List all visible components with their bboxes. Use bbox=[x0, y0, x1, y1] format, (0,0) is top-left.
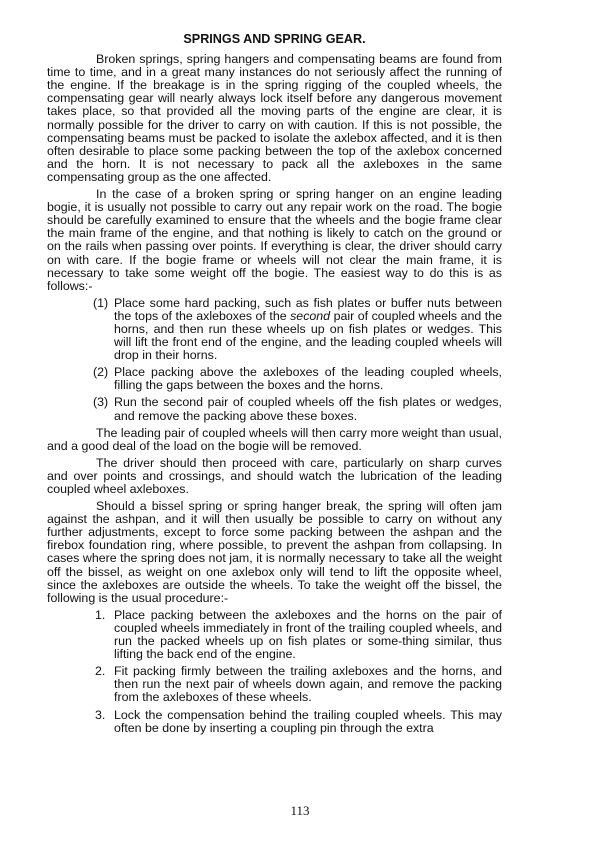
list-item-text: Place packing above the axleboxes of the leading coupled wheels, filling the gaps between the boxes and the horns. bbox=[114, 365, 502, 393]
list-item bbox=[47, 366, 502, 392]
body-paragraph: In the case of a broken spring or spring hanger on an engine leading bogie, it is usually not possible to carry out any repair work on the road. The bogie should be carefully examined to ensure that the wheels and the bogie frame clear the main frame of the engine, and that nothing is likely to catch on the ground or on the rails when passing over points. If everything is clear, the driver should carry on with care. If the bogie frame or wheels will not clear the main frame, it is necessary to take some weight off the bogie. The easiest way to do this is as follows:- bbox=[47, 187, 502, 293]
page-body bbox=[47, 33, 502, 739]
list-item-number: 2. bbox=[95, 664, 106, 679]
emphasis-text: second bbox=[290, 308, 331, 323]
list-item bbox=[47, 709, 502, 735]
body-paragraph: Broken springs, spring hangers and compensating beams are found from time to time, and in a great many instances do not seriously affect the running of the engine. If the breakage is in the spring rigging of the coupled wheels, the compensating gear will nearly always lock itself before any dangerous movement takes place, so that provided all the moving parts of the engine are clear, it is normally possible for the driver to carry on with caution. If this is not possible, the compensating beams must be packed to isolate the axlebox affected, and it is then often desirable to place some packing between the top of the axlebox concerned and the horn. It is not necessary to pack all the axleboxes in the same compensating group as the one affected. bbox=[47, 52, 502, 184]
body-paragraph: The driver should then proceed with care, particularly on sharp curves and over points and crossings, and should watch the lubrication of the leading coupled wheel axleboxes. bbox=[47, 455, 502, 496]
list-item-number: 3. bbox=[95, 707, 106, 722]
list-item-text: Lock the compensation behind the trailing coupled wheels. This may often be done by inserting a coupling pin through the extra bbox=[114, 707, 502, 735]
section-title: SPRINGS AND SPRING GEAR. bbox=[183, 32, 366, 46]
body-paragraph: Should a bissel spring or spring hanger break, the spring will often jam against the ashpan, and it will then usually be possible to carry on without any further adjustments, except to force some packing between the ashpan and the firebox foundation ring, where possible, to prevent the ashpan from collapsing. In cases where the spring does not jam, it is normally necessary to take all the weight off the bissel, as weight on one axlebox only will tend to lift the opposite wheel, since the axleboxes are outside the wheels. To take the weight off the bissel, the following is the usual procedure:- bbox=[47, 499, 502, 605]
body-paragraph: The leading pair of coupled wheels will then carry more weight than usual, and a good deal of the load on the bogie will be removed. bbox=[47, 425, 502, 453]
list-item-text: Run the second pair of coupled wheels off the fish plates or wedges, and remove the packing above these boxes. bbox=[114, 395, 502, 423]
list-item-number: (1) bbox=[93, 295, 109, 310]
list-item-number: (3) bbox=[93, 395, 109, 410]
list-item-number: (2) bbox=[93, 365, 109, 380]
list-item-text: Fit packing firmly between the trailing axleboxes and the horns, and then run the next pair of wheels down again, and remove the packing from the axleboxes of these wheels. bbox=[114, 664, 502, 705]
list-item bbox=[47, 665, 502, 704]
bissel-procedure-list bbox=[47, 609, 502, 735]
list-item bbox=[47, 297, 502, 362]
list-item bbox=[47, 609, 502, 661]
list-item bbox=[47, 396, 502, 422]
page-number: 113 bbox=[290, 803, 310, 818]
bogie-procedure-list bbox=[47, 297, 502, 423]
list-item-text: Place some hard packing, such as fish plates or buffer nuts between the tops of the axleboxes of the second pair of coupled wheels and the horns, and then run these wheels up on fish plates or wedges. This will lift the front end of the engine, and the leading coupled wheels will drop in their horns. bbox=[114, 295, 502, 363]
list-item-text: Place packing between the axleboxes and the horns on the pair of coupled wheels immediately in front of the trailing coupled wheels, and run the packed wheels up on fish plates or some-thing similar, thus lifting the back end of the engine. bbox=[114, 607, 502, 662]
list-item-number: 1. bbox=[95, 607, 106, 622]
